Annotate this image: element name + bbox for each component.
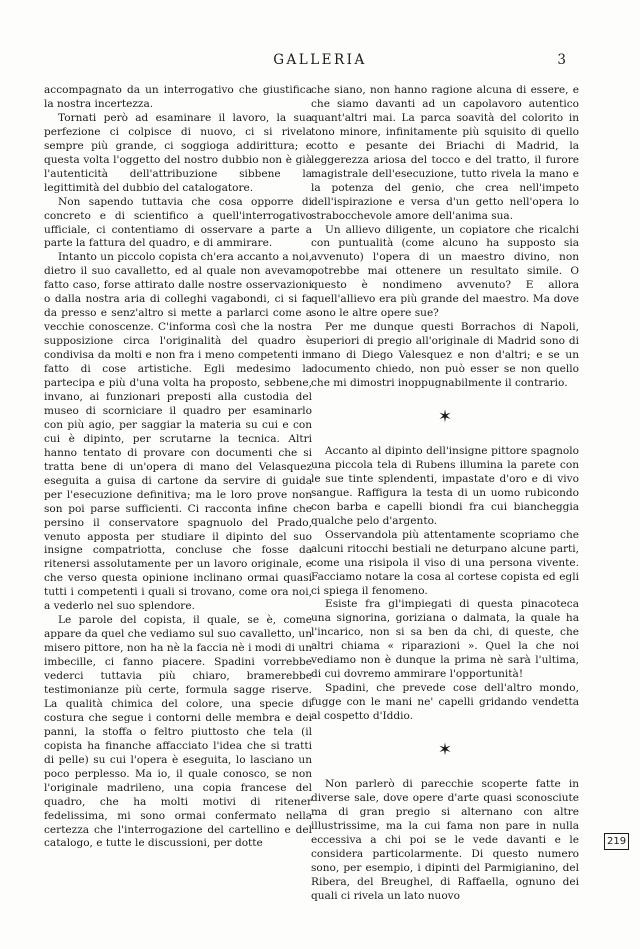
paragraph: Accanto al dipinto dell'insigne pittore spagnolo una piccola tela di Rubens illumina la parete con le sue tinte splendenti, impastate d'oro e di vivo sangue. Raffigura la testa di un uomo rubicondo con barba e capelli biondi fra cui biancheggia qualche pelo d'argento. — [311, 444, 579, 527]
paragraph: Esiste fra gl'impiegati di questa pinacoteca una signorina, goriziana o dalmata, la quale ha l'incarico, non si sa ben da chi, di queste, che altri chiama « riparazioni ». Quel la che noi vediamo non è dunque la prima nè sarà l'ultima, di cui dovremo ammirare l'opportunità! — [311, 598, 579, 681]
page-number: 3 — [557, 52, 566, 68]
right-column-section-c — [311, 778, 579, 904]
paragraph: Le parole del copista, il quale, se è, come appare da quel che vediamo sul suo cavalletto, un misero pittore, non ha nè la faccia nè i modi di un imbecille, ci fanno piacere. Spadini vorrebbe vederci tuttavia più chiaro, bramerebbe testimonianze più certe, formula sagge riserve. La qualità chimica del colore, una specie di costura che segue i contorni delle membra e dei panni, la stoffa o feltro piuttosto che tela (il copista ha finanche affacciato l'idea che si tratti di pelle) su cui l'opera è eseguita, lo lasciano un poco perplesso. Ma io, il quale conosco, se non l'originale madrileno, una copia francese del quadro, che ha molti motivi di ritener fedelissima, mi sono ormai confermato nella certezza che l'interrogazione del cartellino e del catalogo, e tutte le discussioni, per dotte — [44, 614, 312, 850]
paragraph: Tornati però ad esaminare il lavoro, la sua perfezione ci colpisce di nuovo, ci si rivela sempre più grande, ci soggioga addirittura; e questa volta l'oggetto del nostro dubbio non è già l'autenticità dell'attribuzione sibbene la legittimità del dubbio del catalogatore. — [44, 111, 312, 194]
right-column — [311, 84, 579, 904]
page-badge: 219 — [604, 833, 629, 850]
paragraph: Non parlerò di parecchie scoperte fatte in diverse sale, dove opere d'arte quasi sconosciute ma di gran pregio si alternano con altre illustrissime, ma la cui fama non pare in nulla eccessiva a chi poi se le vede davanti e le considera particolarmente. Di questo numero sono, per esempio, i dipinti del Parmigianino, del Ribera, del Breughel, di Raffaella, ognuno dei quali ci rivela un lato nuovo — [311, 778, 579, 902]
paragraph: Per me dunque questi Borrachos di Napoli, superiori di pregio all'originale di Madrid sono di mano di Diego Valesquez e non d'altri; e se un documento chiedo, non può esser se non quello che mi dimostri inoppugnabilmente il contrario. — [311, 321, 579, 390]
paragraph: che siano, non hanno ragione alcuna di essere, e che siamo davanti ad un capolavoro autentico quant'altri mai. La parca soavità del colorito in tono minore, infinitamente più squisito di quello cotto e pesante dei Briachi di Madrid, la leggerezza ariosa del tocco e del tratto, il furore magistrale dell'esecuzione, tutto rivela la mano e la potenza del genio, che crea nell'impeto dell'ispirazione e versa d'un getto nell'opera lo strabocchevole amore dell'anima sua. — [311, 84, 579, 222]
paragraph: Intanto un piccolo copista ch'era accanto a noi, dietro il suo cavalletto, ed al quale non avevamo fatto caso, forse attirato dalle nostre osservazioni o dalla nostra aria di colleghi vagabondi, ci si fa da presso e senz'altro si mette a parlarci come a vecchie conoscenze. C'informa così che la nostra supposizione circa l'originalità del quadro è condivisa da molti e non fra i meno competenti in fatto di cose artistiche. Egli medesimo la partecipa e più d'una volta ha proposto, sebbene, invano, ai funzionari preposti alla custodia del museo di scorniciare il quadro per esaminarlo con più agio, per saggiar la materia su cui e con cui è dipinto, per scrutarne la tecnica. Altri hanno tentato di provare con documenti che si tratta bene di un'opera di mano del Velasquez eseguita a guisa di cartone da servire di guida per l'esecuzione definitiva; ma le loro prove non son poi parse sufficienti. Ci racconta infine che persino il conservatore spagnuolo del Prado, venuto apposta per studiare il dipinto del suo insigne compatriotta, concluse che fosse da ritenersi assolutamente per un lavoro originale, e che verso questa opinione inclinano ormai quasi tutti i competenti i quali si trovano, come ora noi, a vederlo nel suo splendore. — [44, 251, 312, 613]
running-title: GALLERIA — [273, 52, 367, 68]
paragraph: Spadini, che prevede cose dell'altro mondo, fugge con le mani ne' capelli gridando vendetta al cospetto d'Iddio. — [311, 682, 579, 723]
star-separator-icon: ✶ — [437, 740, 453, 761]
paragraph: Non sapendo tuttavia che cosa opporre di concreto e di scientifico a quell'interrogativo ufficiale, ci contentiamo di osservare a parte a parte la fattura del quadro, e di ammirare. — [44, 195, 312, 250]
star-separator-icon: ✶ — [437, 406, 453, 427]
left-column — [44, 84, 312, 851]
paragraph: accompagnato da un interrogativo che giustifica la nostra incertezza. — [44, 84, 312, 110]
right-column-section-a — [311, 84, 579, 391]
paragraph: Un allievo diligente, un copiatore che ricalchi con puntualità (come alcuno ha supposto sia avvenuto) l'opera di un maestro divino, non potrebbe mai ottenere un resultato simile. O questo è nondimeno avvenuto? E allora quell'allievo era più grande del maestro. Ma dove sono le altre opere sue? — [311, 223, 579, 320]
paragraph: Osservandola più attentamente scopriamo che alcuni ritocchi bestiali ne deturpano alcune parti, come una risipola il viso di una persona vivente. Facciamo notare la cosa al cortese copista ed egli ci spiega il fenomeno. — [311, 528, 579, 597]
right-column-section-b — [311, 445, 579, 724]
page-header — [0, 52, 640, 72]
